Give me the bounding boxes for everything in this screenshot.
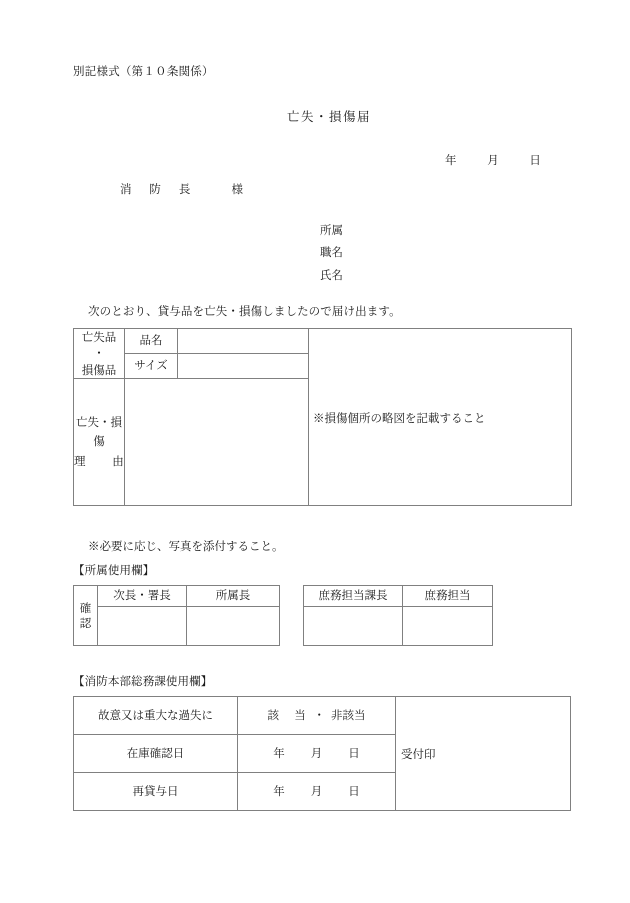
choice-option-not-applicable: 非該当 [330,707,366,722]
cell-damage-sketch-note[interactable] [309,329,572,506]
date-line [445,152,542,169]
stock-check-year-label: 年 [273,745,285,760]
cell-reason-label [74,378,125,505]
addressee-honorific: 様 [231,182,243,196]
affiliation-confirm-table [73,585,280,646]
table-row [304,607,493,646]
kind-label-line2: ・ [93,346,105,361]
table-row [74,697,571,735]
input-stock-check-date[interactable] [238,735,396,773]
input-item-name[interactable] [178,329,309,354]
damage-sketch-note-text: ※損傷個所の略図を記載すること [313,411,486,426]
signer-block [320,219,343,286]
stamp-field-deputy-chief[interactable] [98,607,187,646]
choice-separator: ・ [313,707,325,722]
stamp-field-general-affairs-manager[interactable] [304,607,403,646]
label-reissue-date: 再貸与日 [74,773,238,811]
header-deputy-chief: 次長・署長 [98,586,187,607]
header-general-affairs-manager: 庶務担当課長 [304,586,403,607]
reissue-year-label: 年 [273,783,285,798]
date-month-label: 月 [487,153,500,167]
header-general-affairs-staff: 庶務担当 [403,586,493,607]
table-row [304,586,493,607]
table-row [74,586,280,607]
attachment-note: ※必要に応じ、写真を添付すること。 [88,539,284,553]
addressee-role: 消 防 長 [120,182,198,196]
loss-damage-table [73,328,572,506]
reissue-month-label: 月 [310,783,323,798]
table-row [74,607,280,646]
general-affairs-confirm-table [303,585,493,646]
label-stock-check-date: 在庫確認日 [74,735,238,773]
choice-option-applicable: 該 当 [267,707,312,722]
stamp-field-department-head[interactable] [187,607,280,646]
form-number: 別記様式（第１０条関係） [73,64,214,78]
header-department-head: 所属長 [187,586,280,607]
receipt-stamp-cell[interactable] [396,697,571,811]
stock-check-day-label: 日 [348,745,360,760]
section-caption-headquarters: 【消防本部総務課使用欄】 [73,674,213,688]
signer-jobtitle-label: 職名 [320,245,343,260]
label-intentional-gross-negligence: 故意又は重大な過失に [74,697,238,735]
lead-statement: 次のとおり、貸与品を亡失・損傷しましたので届け出ます。 [88,304,401,318]
stock-check-month-label: 月 [310,745,323,760]
choice-applicable[interactable] [238,697,396,735]
kind-label-line3: 損傷品 [81,362,117,377]
cell-field-item-name: 品名 [125,329,178,354]
headquarters-table [73,696,571,811]
confirm-label-line2: 認 [79,615,92,630]
section-caption-affiliation: 【所属使用欄】 [73,563,155,577]
input-reason[interactable] [125,378,309,505]
input-reissue-date[interactable] [238,773,396,811]
page-title: 亡失・損傷届 [286,109,371,124]
addressee [120,181,243,198]
reissue-day-label: 日 [348,783,360,798]
signer-name-label: 氏名 [320,267,343,282]
reason-label-line1: 亡失・損傷 [76,414,122,449]
date-day-label: 日 [529,153,542,167]
cell-kind-label [74,329,125,379]
table-row [74,329,572,354]
cell-field-size: サイズ [125,353,178,378]
reason-label-line2-b: 由 [112,453,124,468]
input-size[interactable] [178,353,309,378]
stamp-field-general-affairs-staff[interactable] [403,607,493,646]
signer-affiliation-label: 所属 [320,223,343,237]
reason-label-line2-a: 理 [74,453,86,468]
confirm-label-line1: 確 [79,600,92,615]
date-year-label: 年 [445,153,458,167]
cell-confirm-label [74,586,98,646]
kind-label-line1: 亡失品 [81,330,117,344]
receipt-stamp-label: 受付印 [401,747,436,762]
